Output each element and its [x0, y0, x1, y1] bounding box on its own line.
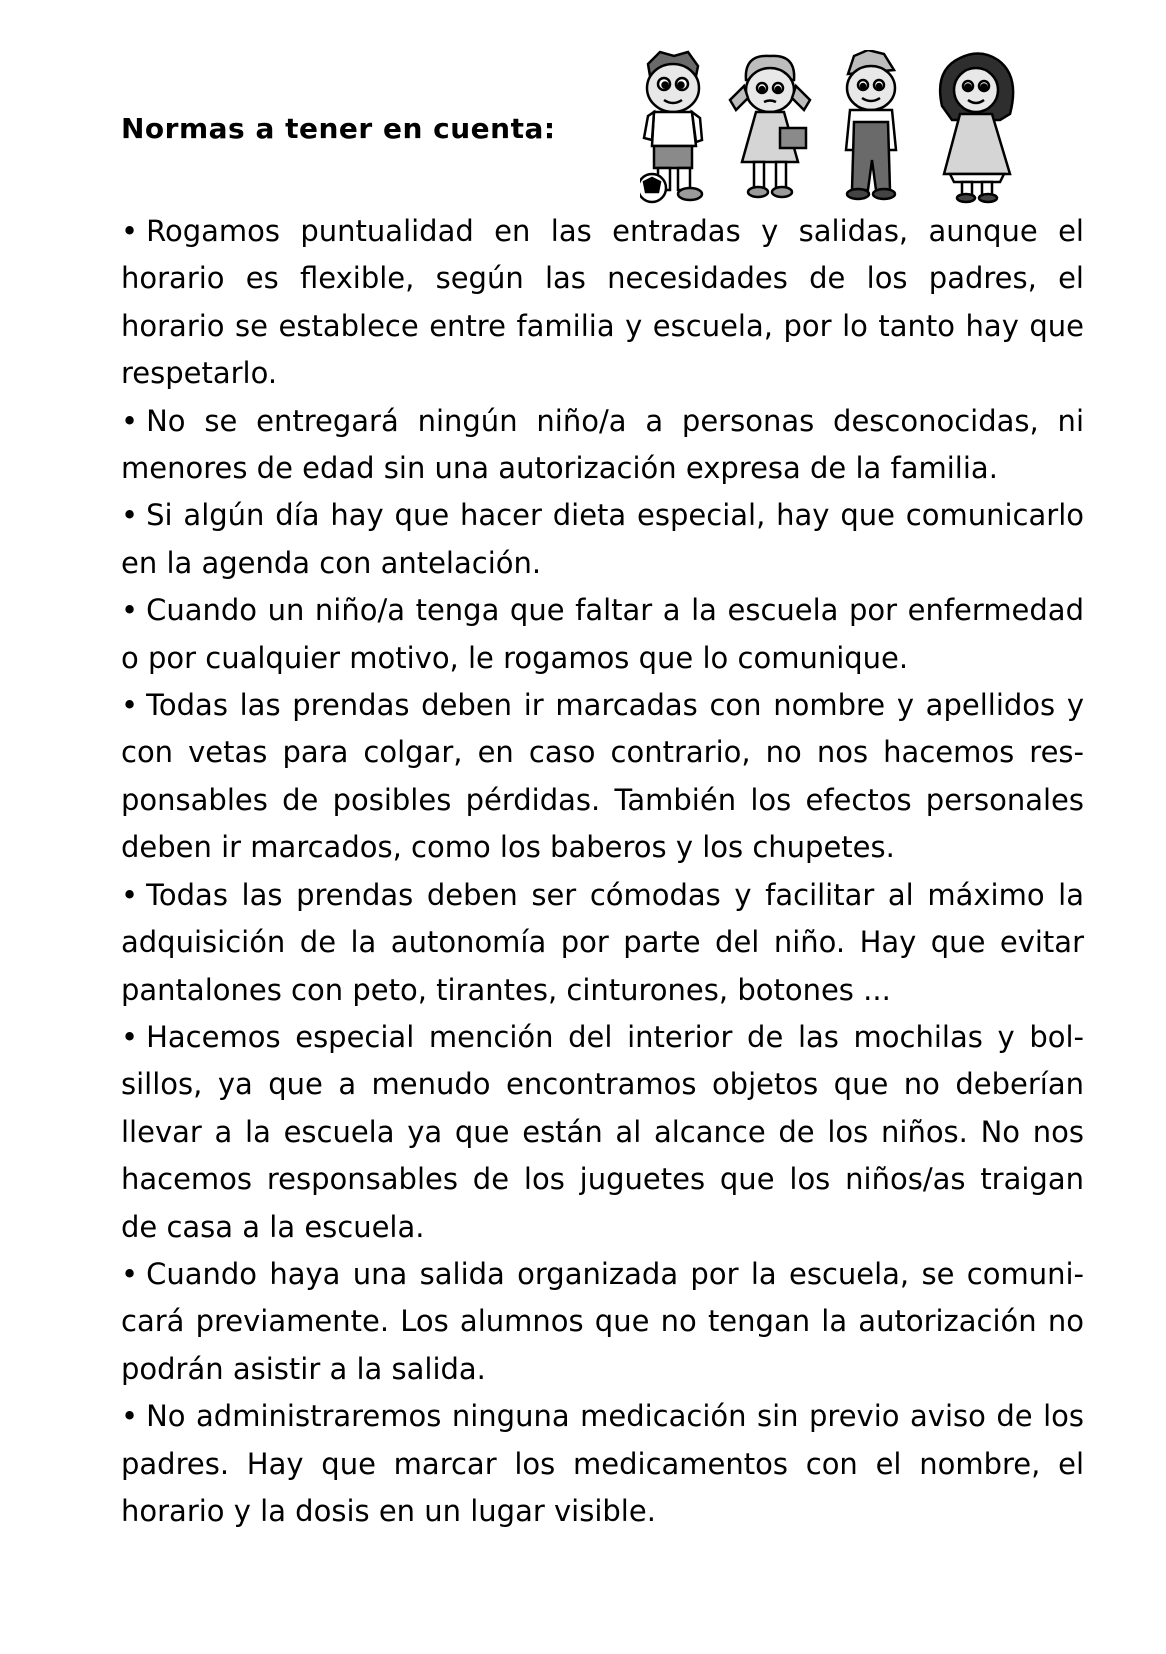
children-illustration: [640, 50, 1045, 210]
rule-item-puntualidad: [121, 208, 1084, 398]
bullet: •: [121, 403, 139, 438]
page-title: Normas a tener en cuenta:: [121, 112, 556, 145]
rule-item-medicacion: [121, 1393, 1084, 1535]
rule-text: Cuando haya una salida organizada por la escuela, se comunicará previamente. Los alumnos que no tengan la autorización no podrán asistir a la salida.: [121, 1256, 1084, 1386]
rule-text: Todas las prendas deben ser cómodas y facilitar al máximo la adquisición de la autonomía por parte del niño. Hay que evitar pantalones con peto, tirantes, cinturones, botones ...: [121, 877, 1084, 1007]
bullet: •: [121, 688, 139, 723]
rules-list: [121, 208, 1084, 1535]
rule-text: No administraremos ninguna medicación sin previo aviso de los padres. Hay que marcar los medicamentos con el nombre, el horario y la dosis en un lugar visible.: [121, 1399, 1084, 1528]
boy-with-overalls-figure: [846, 50, 896, 199]
bullet: •: [121, 1019, 139, 1054]
rule-item-prendas-comodas: [121, 872, 1084, 1014]
rule-item-prendas-marcadas: [121, 682, 1084, 872]
rule-item-ausencia: [121, 587, 1084, 682]
rule-text: Todas las prendas deben ir marcadas con nombre y apellidos y con vetas para colgar, en caso contrario, no nos hacemos responsables de posibles pérdidas. También los efectos personales deben ir marcados, como los baberos y los chupetes.: [121, 688, 1084, 865]
girl-with-curly-hair-figure: [940, 53, 1013, 202]
bullet: •: [121, 498, 139, 533]
rule-text: Si algún día hay que hacer dieta especial, hay que comunicarlo en la agenda con antelación.: [121, 498, 1084, 580]
rule-item-recogida: [121, 398, 1084, 493]
bullet: •: [121, 214, 139, 248]
rule-text: No se entregará ningún niño/a a personas desconocidas, ni menores de edad sin una autorización expresa de la familia.: [121, 403, 1084, 486]
rule-text: Hacemos especial mención del interior de las mochilas y bolsillos, ya que a menudo encontramos objetos que no deberían llevar a la escuela ya que están al alcance de los niños. No nos hacemos responsables de los juguetes que los niños/as traigan de casa a la escuela.: [121, 1019, 1084, 1244]
bullet: •: [121, 877, 139, 912]
bullet: •: [121, 1399, 139, 1434]
rule-item-dieta: [121, 492, 1084, 587]
boy-with-ball-figure: [640, 52, 702, 202]
girl-with-pigtails-figure: [730, 56, 810, 197]
rule-text: Cuando un niño/a tenga que faltar a la escuela por enfermedad o por cualquier motivo, le rogamos que lo comunique.: [121, 593, 1084, 675]
rule-text: Rogamos puntualidad en las entradas y salidas, aunque el horario es flexible, según las necesidades de los padres, el horario se establece entre familia y escuela, por lo tanto hay que respetarlo.: [121, 214, 1084, 391]
bullet: •: [121, 593, 139, 628]
rule-item-mochilas: [121, 1014, 1084, 1251]
bullet: •: [121, 1256, 139, 1291]
rule-item-salidas: [121, 1251, 1084, 1393]
